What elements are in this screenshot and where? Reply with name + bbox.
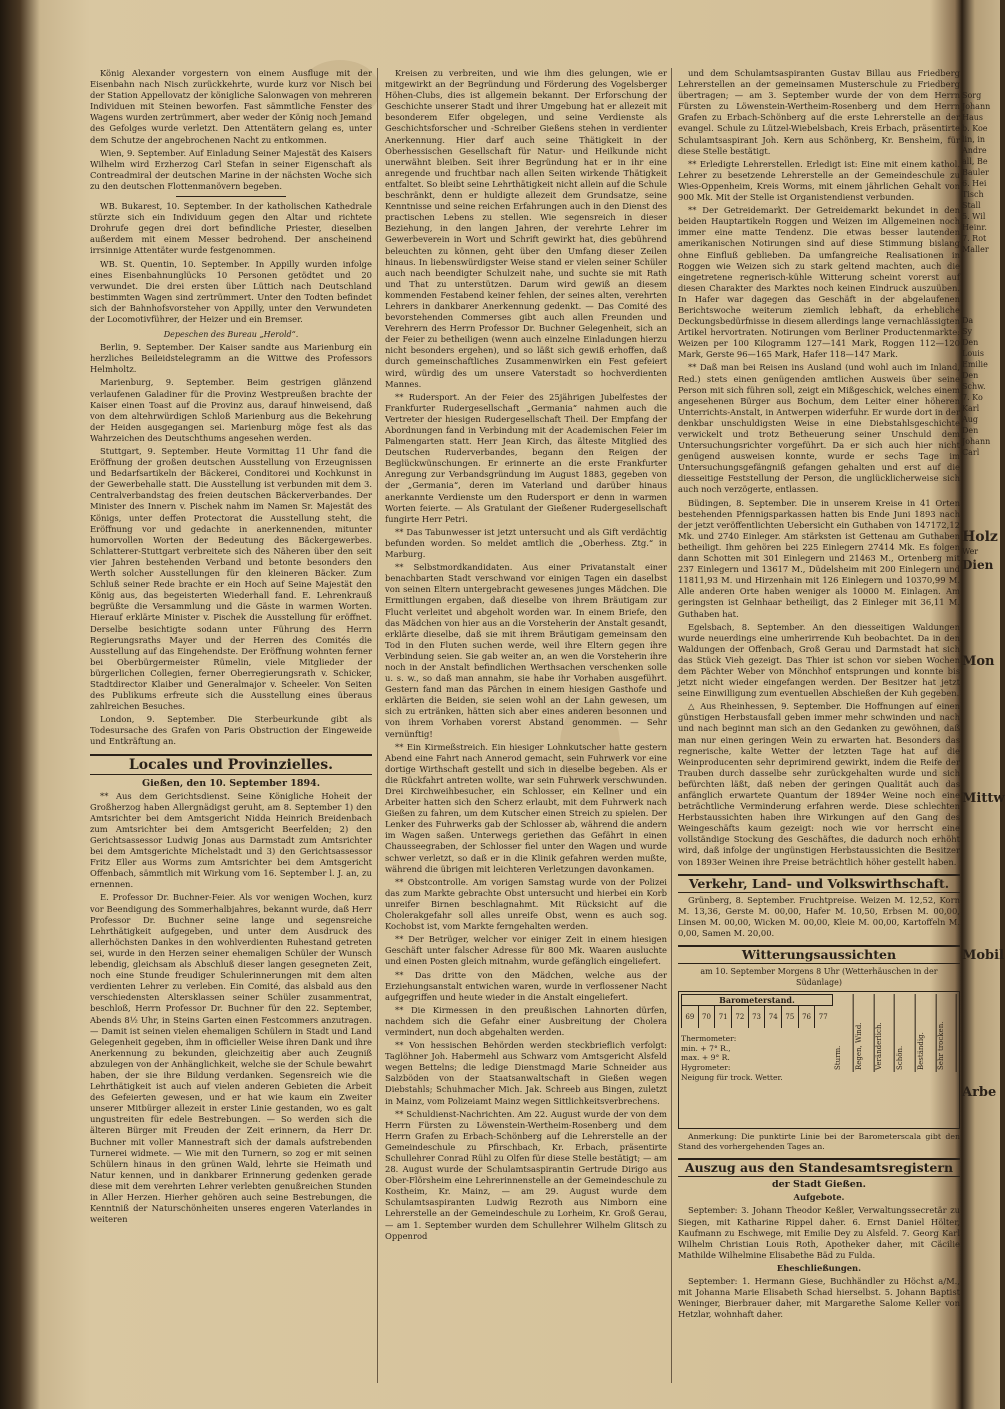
strip-line: Mobil: [962, 948, 1005, 963]
weather-subheading: am 10. September Morgens 8 Uhr (Wetterhäuschen in der Südanlage): [700, 967, 938, 988]
market-prices: Grünberg, 8. September. Fruchtpreise. Weizen M. 12,52, Korn M. 13,36, Gerste M. 00,00, Hafer M. 10,50, Erbsen M. 00,00, Linsen M. 00,00, Wicken M. 00,00, Kleie M. 00,00, Kartoffeln M. 0,00, Samen M. 20,00.: [678, 894, 960, 938]
weather-column-label: Schön.: [895, 994, 916, 1072]
scale-tick: 75: [781, 1006, 798, 1028]
article-paragraph: Kreisen zu verbreiten, und wie ihm dies gelungen, wie er mitgewirkt an der Begründung und Förderung des Vogelsberger Höhen-Clubs, dies ist allgemein bekannt. Der Erforschung der Geschichte unserer Stadt und ihrer Umgebung hat er allezeit mit besonderem Eifer obgelegen, und seine Verdienste als Geschichtsforscher und -Schreiber Gießens stehen in verdienter Anerkennung. Hier darf auch seine Thätigkeit in der Oberhessischen Gesellschaft für Natur- und Heilkunde nicht unerwähnt bleiben. Seit ihrer Begründung hat er in ihr eine anregende und fruchtbar nach allen Seiten wirkende Thätigkeit entfaltet. So bleibt seine Lehrthätigkeit nicht allein auf die Schule beschränkt, denn er huldigte allezeit dem Grundsatze, seine Kenntnisse und seine reichen Erfahrungen auch in den Dienst des practischen Lebens zu stellen. Wie segensreich in dieser Beziehung, in den langen Jahren, der verehrte Lehrer im Gewerbeverein in Wort und Schrift gewirkt hat, dies gebührend beleuchten zu können, geht über den Umfang dieser Zeilen hinaus. In liebenswürdigster Weise stand er vielen seiner Schüler auch nach beendigter Schulzeit nahe, und suchte sie mit Rath und That zu unterstützen. Darum wird gewiß an diesem kommenden Festabend keiner fehlen, der seines alten, verehrten Lehrers in dankbarer Anerkennung gedenkt. — Das Comité des bevorstehenden Commerses gibt auch allen Freunden und Verehrern des Herrn Professor Dr. Buchner Gelegenheit, sich an der Feier zu betheiligen (wenn auch einzelne Einladungen hierzu nicht besonders ergehen), und so läßt sich gewiß erhoffen, daß durch gemeinschaftliches Zusammenwirken ein Fest gefeiert wird, würdig des um unsere Vaterstadt so hochverdienten Mannes.: [385, 68, 667, 389]
strip-line: Den: [962, 338, 979, 347]
column-1: [90, 68, 372, 1388]
strip-line: 7. Rot: [962, 234, 987, 243]
weather-column-label: Sturm.: [833, 994, 854, 1072]
strip-line: b. Koe: [962, 124, 988, 133]
strip-line: Sy: [962, 327, 972, 336]
registry-subheading: der Stadt Gießen.: [772, 1179, 866, 1191]
article-paragraph: September: 1. Hermann Giese, Buchhändler zu Höchst a/M., mit Johanna Marie Elisabeth Schad hierselbst. 5. Johann Baptist Weninger, Bierbrauer daher, mit Margarethe Salome Keller von Hetzlar, wohnhaft daher.: [678, 1275, 960, 1320]
strip-line: Heinr.: [962, 223, 987, 232]
strip-line: all, Be: [962, 157, 988, 166]
column-3: [678, 68, 960, 1388]
section-heading-weather: Witterungsaussichten: [678, 945, 960, 964]
article-paragraph: Marienburg, 9. September. Beim gestrigen glänzend verlaufenen Galadiner für die Provinz Westpreußen brachte der Kaiser einen Toast auf die Provinz aus, darauf hinweisend, daß von dem altehrwürdigen Schloß Marienburg aus die Bekehrung der Heiden ausgegangen sei. Marienburg möge fest als das Wahrzeichen des Deutschthums angesehen werden.: [90, 377, 372, 443]
article-paragraph: Büdingen, 8. September. Die in unserem Kreise in 41 Orten bestehenden Pfennigsparkassen hatten bis Ende Juni 1893 nach der jetzt veröffentlichten Uebersicht ein Guthaben von 147172,12 Mk. und 2740 Einleger. Am stärksten ist Gettenau am Guthaben betheiligt. Ihm gehören bei 225 Einlegern 27414 Mk. Es folgen dann Schotten mit 301 Einlegern und 21463 M., Ortenberg mit 237 Einlegern und 13617 M., Düdelsheim mit 200 Einlegern und 11811,93 M. und Hirzenhain mit 126 Einlegern und 10370,99 M. Alle anderen Orte haben weniger als 10000 M. Einlagen. Am geringsten ist Gelnhaar betheiligt, das 2 Einleger mit 36,11 M. Guthaben hat.: [678, 497, 960, 619]
strip-line: Mon: [962, 654, 995, 669]
article-paragraph: und dem Schulamtsaspiranten Gustav Billau aus Friedberg Lehrerstellen an der gemeinsamen Musterschule zu Friedberg übertragen; — am 3. September wurde der von dem Herrn Fürsten zu Löwenstein-Wertheim-Rosenberg und dem Herrn Grafen zu Erbach-Schönberg auf die erste Lehrerstelle an der evangel. Schule zu Lützel-Wiebelsbach, Kreis Erbach, präsentirte Schulamtsaspirant Joh. Kern aus Schönberg, Kr. Bensheim, für diese Stelle bestätigt.: [678, 68, 960, 156]
weather-columns: [833, 994, 957, 1072]
dateline: Gießen, den 10. September 1894.: [141, 777, 321, 789]
adjacent-page-strip: [962, 0, 1005, 1409]
scale-tick: 73: [748, 1006, 765, 1028]
strip-line: Wer: [962, 547, 979, 556]
scale-tick: 74: [764, 1006, 781, 1028]
strip-line: Carl: [962, 448, 980, 457]
dispatch-heading: Depeschen des Bureau „Herold“.: [163, 330, 299, 340]
article-paragraph: ** Das dritte von den Mädchen, welche aus der Erziehungsanstalt entwichen waren, wurde in verflossener Nacht aufgegriffen und heute wieder in die Anstalt eingeliefert.: [385, 969, 667, 1002]
article-paragraph: WB. Bukarest, 10. September. In der katholischen Kathedrale stürzte sich ein Individuum gegen den Altar und richtete Drohrufe gegen drei dort befindliche Priester, dieselben außerdem mit einem Messer bedrohend. Der anscheinend irrsinnige Attentäter wurde festgenommen.: [90, 201, 372, 256]
strip-line: Louis: [962, 349, 984, 358]
weather-readings: [681, 1034, 831, 1082]
strip-line: Johann: [962, 437, 991, 446]
article-paragraph: ** Das Tabunwesser ist jetzt untersucht und als Gift verdächtig befunden worden. So meldet amtlich die „Oberhess. Ztg.“ in Marburg.: [385, 526, 667, 560]
scale-tick: 71: [714, 1006, 731, 1028]
strip-line: Schw.: [962, 382, 986, 391]
scale-tick: 72: [731, 1006, 748, 1028]
column-rule: [377, 68, 378, 1383]
weather-column-label: Beständig.: [916, 994, 937, 1072]
weather-note: Anmerkung: Die punktirte Linie bei der Barometerscala gibt den Stand des vorhergehenden Tages an.: [678, 1132, 960, 1152]
strip-line: Aug: [962, 415, 979, 424]
weather-column-label: Regen, Wind.: [854, 994, 875, 1072]
scale-tick: 69: [681, 1006, 698, 1028]
column-2: [385, 68, 667, 1388]
scale-tick: 76: [798, 1006, 815, 1028]
article-paragraph: ** Schuldienst-Nachrichten. Am 22. August wurde der von dem Herrn Fürsten zu Löwenstein-Wertheim-Rosenberg und dem Herrn Grafen zu Erbach-Schönberg auf die Lehrerstelle an der Gemeindeschule zu Pfirschbach, Kr. Erbach, präsentirte Schullehrer Conrad Rühl zu Olfen für diese Stelle bestätigt; — am 28. August wurde der Schulamtsaspirantin Gertrude Dirigo aus Ober-Flörsheim eine Lehrerinnenstelle an der Gemeindeschule zu Kostheim, Kr. Mainz, — am 29. August wurde dem Schulamtsaspiranten Ludwig Rezroth aus Nimborn eine Lehrerstelle an der Gemeindeschule zu Lorheim, Kr. Groß Gerau, — am 1. September wurden dem Schullehrer Wilhelm Glitsch zu Oppenrod: [385, 1108, 667, 1241]
article-paragraph: ** Selbstmordkandidaten. Aus einer Privatanstalt einer benachbarten Stadt verschwand vor einigen Tagen ein daselbst von seinen Eltern untergebracht gewesenes junges Mädchen. Die Ermittlungen ergaben, daß dieselbe von ihrem Bräutigam zur Flucht verleitet und abgeholt worden war. In einem Briefe, den das Mädchen von hier aus an die Vorsteherin der Anstalt gesandt, erklärte dieselbe, daß sie mit ihrem Bräutigam gemeinsam den Tod in den Fluten suchen werde, weil ihre Eltern gegen ihre Verbindung seien. Sie gab weiter an, an wen die Vorsteherin ihre noch in der Anstalt befindlichen Werthsachen verschenken solle u. s. w., so daß man annahm, sie habe ihr Vorhaben ausgeführt. Gestern fand man das Pärchen in einem hiesigen Gasthofe und erklärten die Beiden, sie seien wohl an der Lahn gewesen, um sich zu ertränken, hätten sich aber eines anderen besonnen und von ihrem Vorhaben vorerst Abstand genommen. — Sehr vernünftig!: [385, 562, 667, 739]
weather-row: Neigung für trock. Wetter.: [681, 1072, 783, 1082]
article-paragraph: ** Obstcontrolle. Am vorigen Samstag wurde von der Polizei das zum Markte gebrachte Obst untersucht und hierbei ein Korb unreifer Birnen beschlagnahmt. Mit Rücksicht auf die Cholerakgefahr soll alles unreife Obst, wenn es auch sog. Kochobst ist, vom Markte ferngehalten werden.: [385, 876, 667, 932]
weather-row: max. + 9° R.: [681, 1053, 730, 1063]
article-paragraph: ** Rudersport. An der Feier des 25jährigen Jubelfestes der Frankfurter Rudergesellschaft „Germania“ nahmen auch die Vertreter der hiesigen Rudergesellschaft Theil. Der Empfang der Abordnungen fand in Verbindung mit der Academischen Feier im Palmengarten statt. Herr Jean Kirch, das älteste Mitglied des Deutschen Ruderverbandes, begann den Reigen der Beglückwünschungen. Er erinnerte an die erste Frankfurter Anregung zur Verbandsgründung im August 1883, gegeben von der „Germania“, deren im Vaterland und darüber hinaus anerkannte Verdienste um den Rudersport er denn in warmen Worten feierte. — Als Gratulant der Gießener Rudergesellschaft fungirte Herr Petri.: [385, 391, 667, 524]
section-heading-locales: Locales und Provinzielles.: [90, 754, 372, 775]
article-paragraph: ** Der Getreidemarkt. Der Getreidemarkt bekundet in den beiden Hauptartikeln Roggen und Weizen im Allgemeinen noch immer eine matte Tendenz. Die etwas besser lautenden amerikanischen Notirungen sind auf diese Stimmung bislang ohne Einfluß geblieben. Da umfangreiche Realisationen in Roggen wie Weizen sich zu stark geltend machten, auch die eingetretene regnerisch-kühle Witterung scheint vorerst auf diesen Charakter des Marktes noch keinen Eindruck auszuüben. In Hafer war dagegen das Geschäft in der abgelaufenen Berichtswoche weiterum ziemlich lebhaft, da erhebliche Deckungsbedürfnisse in diesem allerdings lange vernachlässigten Artikel hervortraten. Notirungen vom Berliner Productenmarkte: Weizen per 100 Kilogramm 127—141 Mark, Roggen 112—120 Mark, Gerste 96—165 Mark, Hafer 118—147 Mark.: [678, 205, 960, 360]
strip-line: Andre: [962, 146, 987, 155]
strip-line: Tisch: [962, 190, 984, 199]
article-paragraph: Egelsbach, 8. September. An den diesseitigen Waldungen wurde neuerdings eine umherirrende Kuh beobachtet. Da in den Waldungen der Offenbach, Groß Gerau und Darmstadt hat sich das Stück Vieh gezeigt. Das Thier ist schon vor sieben Wochen dem Pächter Weber von Mönchhof entsprungen und konnte bis jetzt nicht wieder eingefangen werden. Der Besitzer hat jetzt seine Einwilligung zum eventuellen Abschießen der Kuh gegeben.: [678, 621, 960, 699]
article-paragraph: London, 9. September. Die Sterbeurkunde gibt als Todesursache des Grafen von Paris Obstruction der Eingeweide und Entkräftung an.: [90, 714, 372, 747]
strip-line: Den: [962, 426, 979, 435]
section-heading-registry: Auszug aus den Standesamtsregistern: [678, 1158, 960, 1177]
strip-line: Mittw: [962, 791, 1005, 806]
weather-row: min. + 7° R.,: [681, 1043, 731, 1053]
barometer-scale: [681, 1006, 831, 1028]
strip-line: 7. Ko: [962, 393, 983, 402]
strip-line: Maller: [962, 245, 989, 254]
article-paragraph: ** Aus dem Gerichtsdienst. Seine Königliche Hoheit der Großherzog haben Allergnädigst geruht, am 8. September 1) den Amtsrichter bei dem Amtsgericht Nidda Heinrich Breidenbach zum Amtsrichter bei dem Amtsgericht Beerfelden; 2) den Gerichtsassessor Ludwig Jonas aus Darmstadt zum Amtsrichter bei dem Amtsgerichte Michelstadt und 3) den Gerichtsassessor Fritz Eller aus Worms zum Amtsrichter bei dem Amtsgericht Offenbach, sämmtlich mit Wirkung vom 16. September l. J. an, zu ernennen.: [90, 790, 372, 890]
divider: [176, 196, 286, 197]
strip-line: Arbe: [962, 1085, 997, 1100]
strip-line: 6. Hei: [962, 179, 987, 188]
strip-line: Dien: [962, 558, 994, 572]
strip-line: Den: [962, 371, 979, 380]
weather-table: [678, 991, 960, 1129]
strip-line: Karl: [962, 404, 980, 413]
article-paragraph: ** Der Betrüger, welcher vor einiger Zeit in einem hiesigen Geschäft unter falscher Adresse für 800 Mk. Waaren ausluchte und einen Posten gleich mitnahm, wurde gefänglich eingeliefert.: [385, 934, 667, 967]
article-paragraph: ** Erledigte Lehrerstellen. Erledigt ist: Eine mit einem kathol. Lehrer zu besetzende Lehrerstelle an der Gemeindeschule zu Wies-Oppenheim, Kreis Worms, mit einem jährlichen Gehalt von 900 Mk. Mit der Stelle ist Organistendienst verbunden.: [678, 158, 960, 203]
article-paragraph: △ Aus Rheinhessen, 9. September. Die Hoffnungen auf einen günstigen Herbstausfall geben immer mehr schwinden und nach und nach beginnt man sich an den Gedanken zu gewöhnen, daß man nur einen geringen Wein zu erwarten hat. Besonders das regnerische, kalte Wetter der letzten Tage hat auf die Weinproducenten sehr deprimirend gewirkt, indem die Reife der Trauben durch dasselbe sehr zurückgehalten wurde und sich befürchten läßt, daß neben der geringen Qualität auch das anfänglich erwartete Quantum der 1894er Weine noch eine beträchtliche Verminderung erfahren werde. Diese schlechten Herbstaussichten haben ihre Wirkungen auf den Gang des Weingeschäfts kaum gezeigt: noch wie vor herrscht eine vollständige Stockung des Geschäftes, die dadurch noch erhöht wird, daß infolge der ungünstigen Herbstaussichten die Besitzer von 1893er Weinen ihre Preise beträchtlich höher gestellt haben.: [678, 701, 960, 867]
scale-tick: 77: [814, 1006, 831, 1028]
strip-line: Emilie: [962, 360, 988, 369]
article-paragraph: Wien, 9. September. Auf Einladung Seiner Majestät des Kaisers Wilhelm wird Erzherzog Carl Stefan in seiner Eigenschaft als Contreadmiral der deutschen Marine in der nächsten Woche sich zu den deutschen Flottenmanövern begeben.: [90, 147, 372, 191]
weather-column-label: Sehr trocken.: [936, 994, 957, 1072]
article-paragraph: Berlin, 9. September. Der Kaiser sandte aus Marienburg ein herzliches Beileidstelegramm an die Wittwe des Professors Helmholtz.: [90, 342, 372, 375]
strip-line: Da: [962, 316, 974, 325]
eheschliessungen-label: Eheschließungen.: [776, 1262, 862, 1273]
weather-column-label: Veränderlich.: [874, 994, 895, 1072]
column-rule: [671, 68, 672, 1383]
article-paragraph: Stuttgart, 9. September. Heute Vormittag 11 Uhr fand die Eröffnung der großen deutschen Ausstellung von Erzeugnissen und Bedarfsartikeln der Bäckerei, Conditorei und Kochkunst in der Gewerbehalle statt. Die Ausstellung ist verbunden mit dem 3. Centralverbandstag des freien deutschen Bäckerverbandes. Der Minister des Innern v. Pischek nahm im Namen Sr. Majestät des Königs, unter deffen Protectorat die Ausstellung steht, die Eröffnung vor und gedachte in anerkennenden, mitunter humorvollen Worten der Bedeutung des Bäckergewerbes. Schlatterer-Stuttgart verbreitete sich des Näheren über den seit vier Jahren bestehenden Verband und betonte besonders den Werth solcher Ausstellungen für den kleineren Bäcker. Zum Schluß seiner Rede brachte er ein Hoch auf Seine Majestät den König aus, das begeisterten Wiederhall fand. E. Lehrenkrauß begrüßte die Versammlung und die Gäste in warmen Worten. Hierauf erklärte Minister v. Pischek die Ausstellung für eröffnet. Derselbe besichtigte sodann unter Führung des Herrn Regierungsraths Mayer und der Herren des Comités die Ausstellung auf das Eingehendste. Der Eröffnung wohnten ferner bei Oberbürgermeister Rümelin, viele Mitglieder der bürgerlichen Collegien, ferner Oberregierungsrath v. Schicker, Stadtdirector Klaiber und Generalmajor v. Scheeler. Von Seiten des Publikums erfreute sich die Ausstellung eines überaus zahlreichen Besuches.: [90, 446, 372, 712]
weather-row: Hygrometer:: [681, 1063, 731, 1072]
strip-line: lin, in: [962, 135, 986, 144]
section-heading-verkehr: Verkehr, Land- und Volkswirthschaft.: [678, 874, 960, 893]
strip-line: Bauler: [962, 168, 989, 177]
strip-line: Haus: [962, 113, 984, 122]
article-paragraph: E. Professor Dr. Buchner-Feier. Als vor wenigen Wochen, kurz vor Beendigung des Sommerhalbjahres, bekannt wurde, daß Herr Professor Dr. Buchner seine lange und segensreiche Lehrthätigkeit aufgegeben, und unter dem Ausdruck des allerhöchsten Dankes in den wohlverdienten Ruhestand getreten sei, wurde in den Herzen seiner ehemaligen Schüler der Wunsch lebendig, gleichsam als Abschluß dieser langen gesegneten Zeit, noch eine Stunde freudiger Schulerinnerungen mit dem alten verdienten Lehrer zu verleben. Ein Comité, das alsbald aus den verschiedensten Altersklassen seiner Schüler zusammentrat, beschloß, Herrn Professor Dr. Buchner für den 22. September, Abends 8½ Uhr, in Steins Garten einen Festcommers anzutragen. — Damit ist seinen vielen ehemaligen Schülern in Stadt und Land Gelegenheit gegeben, ihm in officieller Weise ihren Dank und ihre Anerkennung zu bekunden, gleichzeitig aber auch Zeugniß abzulegen von der Anhänglichkeit, welche sie der Schule bewahrt haben, der sie ihre Bildung verdanken. Segensreich wie die Lehrthätigkeit ist auch auf vielen anderen Gebieten die Arbeit des Gefeierten gewesen, und er hat wie kaum ein Zweiter unserer Mitbürger allezeit in erster Linie gestanden, wo es galt ungustreiten für edele Bestrebungen. — So werden sich die älteren Bürger mit Freuden der Zeit erinnern, da Herr Dr. Buchner mit voller Mannestraft sich der damals aufstrebenden Turnerei widmete. — Wie mit den Turnern, so zog er mit seinen Schülern hinaus in den grünen Wald, lehrte sie Heimath und Natur kennen, und in dankbarer Erinnerung gedenken gerade diese mit dem verehrten Lehrer verlebten genußreichen Stunden in Aller Herzen. Hierher gehören auch seine Bestrebungen, die Kenntniß der Naturschönheiten unseres engeren Vaterlandes in weiteren: [90, 892, 372, 1225]
barometer-label: Barometerstand.: [681, 994, 833, 1006]
article-paragraph: König Alexander vorgestern von einem Ausfluge mit der Eisenbahn nach Nisch zurückkehrte, wurde kurz vor Nisch bei der Station Appellovatz der königliche Salonwagen von mehreren Individuen mit Steinen beworfen. Fast sämmtliche Fenster des Wagens wurden zertrümmert, aber weder der König noch Jemand des Gefolges wurde verletzt. Den Attentätern gelang es, unter dem Schutze der angebrochenen Nacht zu entkommen.: [90, 68, 372, 145]
strip-line: Holz: [962, 529, 998, 545]
article-paragraph: WB. St. Quentin, 10. September. In Appilly wurden infolge eines Eisenbahnunglücks 10 Personen getödtet und 20 verwundet. Die drei ersten über Lüttich nach Deutschland bestimmten Wagen sind zertrümmert. Unter den Todten befindet sich der Bahnhofsvorsteher von Appilly, unter den Verwundeten der Locomotivführer, der Heizer und ein Bremser.: [90, 258, 372, 324]
weather-row: Thermometer:: [681, 1034, 737, 1044]
aufgebote-label: Aufgebote.: [793, 1192, 845, 1203]
article-paragraph: ** Ein Kirmeßstreich. Ein hiesiger Lohnkutscher hatte gestern Abend eine Fahrt nach Annerod gemacht, sein Fuhrwerk vor eine dortige Wirthschaft gestellt und sich in dieselbe begeben. Als er die Rückfahrt antreten wollte, war sein Fuhrwerk verschwunden. Drei Kirchweihbesucher, ein Schlosser, ein Kellner und ein Arbeiter hatten sich den Scherz erlaubt, mit dem Fuhrwerk nach Gießen zu fahren, um dem Kutscher einen Streich zu spielen. Der Lenker des Fuhrwerks gab der Schlosser ab, während die andern im Wagen saßen. Unterwegs geriethen das Gefährt in einen Chausseegraben, der Schlosser fiel unter den Wagen und wurde schwer verletzt, so daß er in die Klinik gefahren werden mußte, während die übrigen mit leichteren Verletzungen davonkamen.: [385, 741, 667, 874]
strip-line: Sorg: [962, 91, 982, 100]
newspaper-page: [55, 50, 960, 1390]
article-paragraph: ** Von hessischen Behörden werden steckbrieflich verfolgt: Taglöhner Joh. Habermehl aus Schwarz vom Amtsgericht Alsfeld wegen Bettelns; die ledige Dienstmagd Marie Schneider aus Salzböden von der Staatsanwaltschaft in Gießen wegen Diebstahls; Schuhmacher Mich. Jak. Schreeb aus Bingen, zuletzt in Mainz, vom Polizeiamt Mainz wegen Sittlichkeitsverbrechens.: [385, 1040, 667, 1106]
article-paragraph: ** Daß man bei Reisen ins Ausland (und wohl auch im Inland, Red.) stets einen genügenden amtlichen Ausweis über seine Person mit sich führen soll, zeigt ein Mißgeschick, welches einem angesehenen Bürger aus Bochum, dem Leiter einer höheren Unterrichts-Anstalt, in Antwerpen widerfuhr. Er wurde dort in der denkbar unschuldigsten Weise in eine Diebstahlsgeschichte verwickelt und trotz Betheuerung seiner Unschuld dem Untersuchungsrichter vorgeführt. Da er sich auch hier nicht genügend ausweisen konnte, wurde er sechs Tage im Untersuchungsgefängniß gefangen gehalten und erst auf die diesseitige Feststellung der Person, die unglücklicherweise sich auch noch verzögerte, entlassen.: [678, 362, 960, 495]
scale-tick: 70: [698, 1006, 715, 1028]
strip-line: Johann: [962, 102, 991, 111]
strip-line: Stall: [962, 201, 981, 210]
article-paragraph: September: 3. Johann Theodor Keßler, Verwaltungssecretär zu Siegen, mit Katharine Rippel daher. 6. Ernst Daniel Hölter, Kaufmann zu Eschwege, mit Emilie Dey zu Alsfeld. 7. Georg Karl Wilhelm Christian Louis Roth, Apotheker daher, mit Cäcilie Mathilde Wilhelmine Elisabethe Bäd zu Fulda.: [678, 1205, 960, 1260]
strip-line: 5. Wil: [962, 212, 986, 221]
article-paragraph: ** Die Kirmessen in den preußischen Lahnorten dürfen, nachdem sich die Gefahr einer Ausbreitung der Cholera vermindert, nun doch abgehalten werden.: [385, 1004, 667, 1037]
